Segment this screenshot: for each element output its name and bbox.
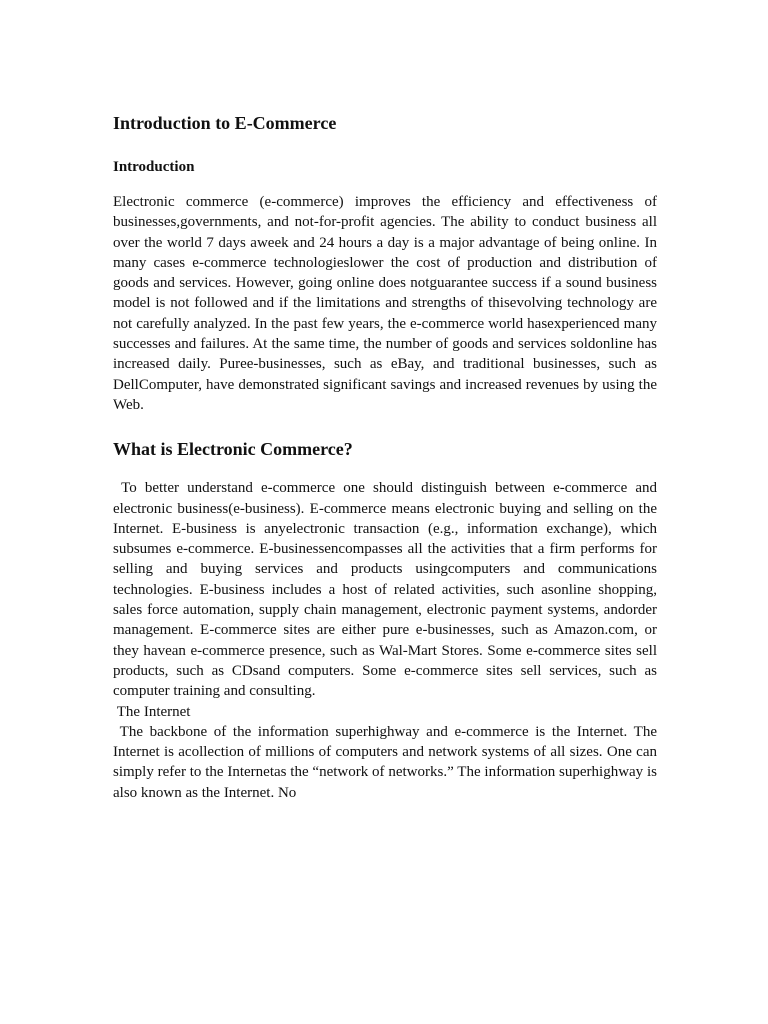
- internet-paragraph: The backbone of the information superhighway and e-commerce is the Internet. The Internet is acollection of millions of computers and network systems of all sizes. One can simply refer to the Internetas the “network of networks.” The information superhighway is also known as the Internet. No: [113, 723, 657, 801]
- section-heading-introduction: Introduction: [113, 159, 195, 175]
- document-title: Introduction to E-Commerce: [113, 113, 337, 133]
- section-heading-what-is-ecommerce: What is Electronic Commerce?: [113, 439, 353, 460]
- what-is-ecommerce-paragraph: To better understand e-commerce one should distinguish between e-commerce and electronic business(e-business). E-commerce means electronic buying and selling on the Internet. E-business is anyelectronic transaction (e.g., information exchange), which subsumes e-commerce. E-businessencompasses all the activities that a firm performs for selling and buying services and products usingcomputers and communications technologies. E-business includes a host of related activities, such asonline shopping, sales force automation, supply chain management, electronic payment systems, andorder management. E-commerce sites are either pure e-businesses, such as Amazon.com, or they havean e-commerce presence, such as Wal-Mart Stores. Some e-commerce sites sell products, such as CDsand computers. Some e-commerce sites sell services, such as computer training and consulting.: [113, 480, 657, 700]
- introduction-paragraph: Electronic commerce (e-commerce) improves the efficiency and effectiveness of businesses,governments, and not-for-profit agencies. The ability to conduct business all over the world 7 days aweek and 24 hours a day is a major advantage of being online. In many cases e-commerce technologieslower the cost of production and distribution of goods and services. However, going online does notguarantee success if a sound business model is not followed and if the limitations and strengths of thisevolving technology are not carefully analyzed. In the past few years, the e-commerce world hasexperienced many successes and failures. At the same time, the number of goods and services soldonline has increased daily. Puree-businesses, such as eBay, and traditional businesses, such as DellComputer, have demonstrated significant savings and increased revenues by using the Web.: [113, 194, 657, 413]
- subheading-the-internet: The Internet: [113, 703, 191, 720]
- document-page: [113, 110, 657, 803]
